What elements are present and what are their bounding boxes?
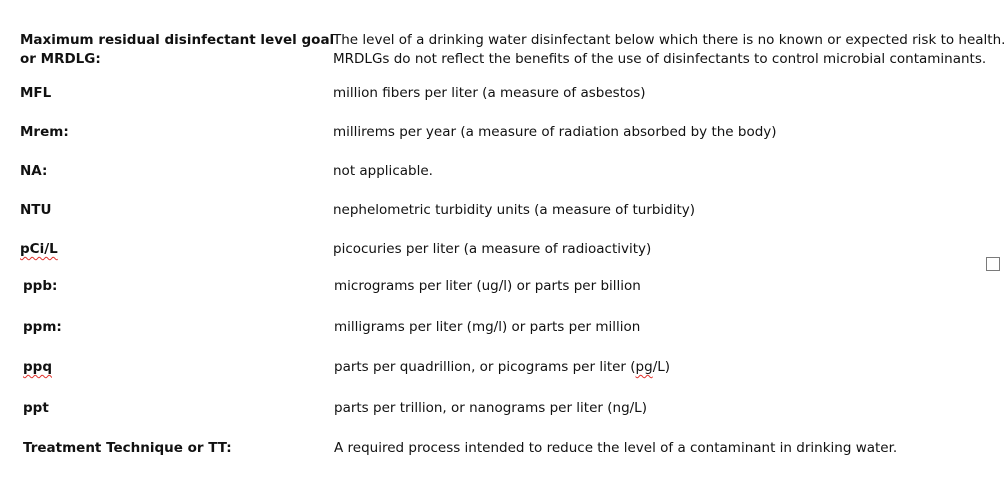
definition-ppm: milligrams per liter (mg/l) or parts per million [334, 319, 641, 335]
definition-mrdlg-line1: The level of a drinking water disinfectant below which there is no known or expected risk to health. [333, 32, 1006, 48]
definition-na: not applicable. [333, 163, 433, 179]
term-ppq: ppq [23, 359, 52, 375]
definition-mfl: million fibers per liter (a measure of asbestos) [333, 85, 646, 101]
term-mrdlg-line1: Maximum residual disinfectant level goal [20, 32, 335, 48]
definition-mrdlg-line2: MRDLGs do not reflect the benefits of the use of disinfectants to control microbial contaminants. [333, 51, 987, 67]
term-na: NA: [20, 163, 48, 179]
term-mfl: MFL [20, 85, 52, 101]
term-mrem: Mrem: [20, 124, 69, 140]
checkbox[interactable] [986, 257, 1000, 271]
definition-ppq-suffix: /L) [652, 359, 671, 375]
definition-treatment-technique: A required process intended to reduce the level of a contaminant in drinking water. [334, 440, 898, 456]
term-treatment-technique: Treatment Technique or TT: [23, 440, 232, 456]
term-ppt: ppt [23, 400, 49, 416]
term-pci-per-l: pCi/L [20, 241, 58, 257]
definition-mrem: millirems per year (a measure of radiation absorbed by the body) [333, 124, 777, 140]
term-ppb: ppb: [23, 278, 58, 294]
term-mrdlg-line2: or MRDLG: [20, 51, 101, 67]
definition-ppt: parts per trillion, or nanograms per liter (ng/L) [334, 400, 647, 416]
definition-ntu: nephelometric turbidity units (a measure of turbidity) [333, 202, 696, 218]
term-ppm: ppm: [23, 319, 62, 335]
definition-ppq-misspelled: pg [635, 359, 653, 375]
definition-ppq [334, 358, 670, 377]
definition-ppq-prefix: parts per quadrillion, or picograms per liter ( [334, 359, 636, 375]
definition-pci-per-l: picocuries per liter (a measure of radioactivity) [333, 241, 652, 257]
term-ntu: NTU [20, 202, 52, 218]
definition-ppb: micrograms per liter (ug/l) or parts per billion [334, 278, 641, 294]
